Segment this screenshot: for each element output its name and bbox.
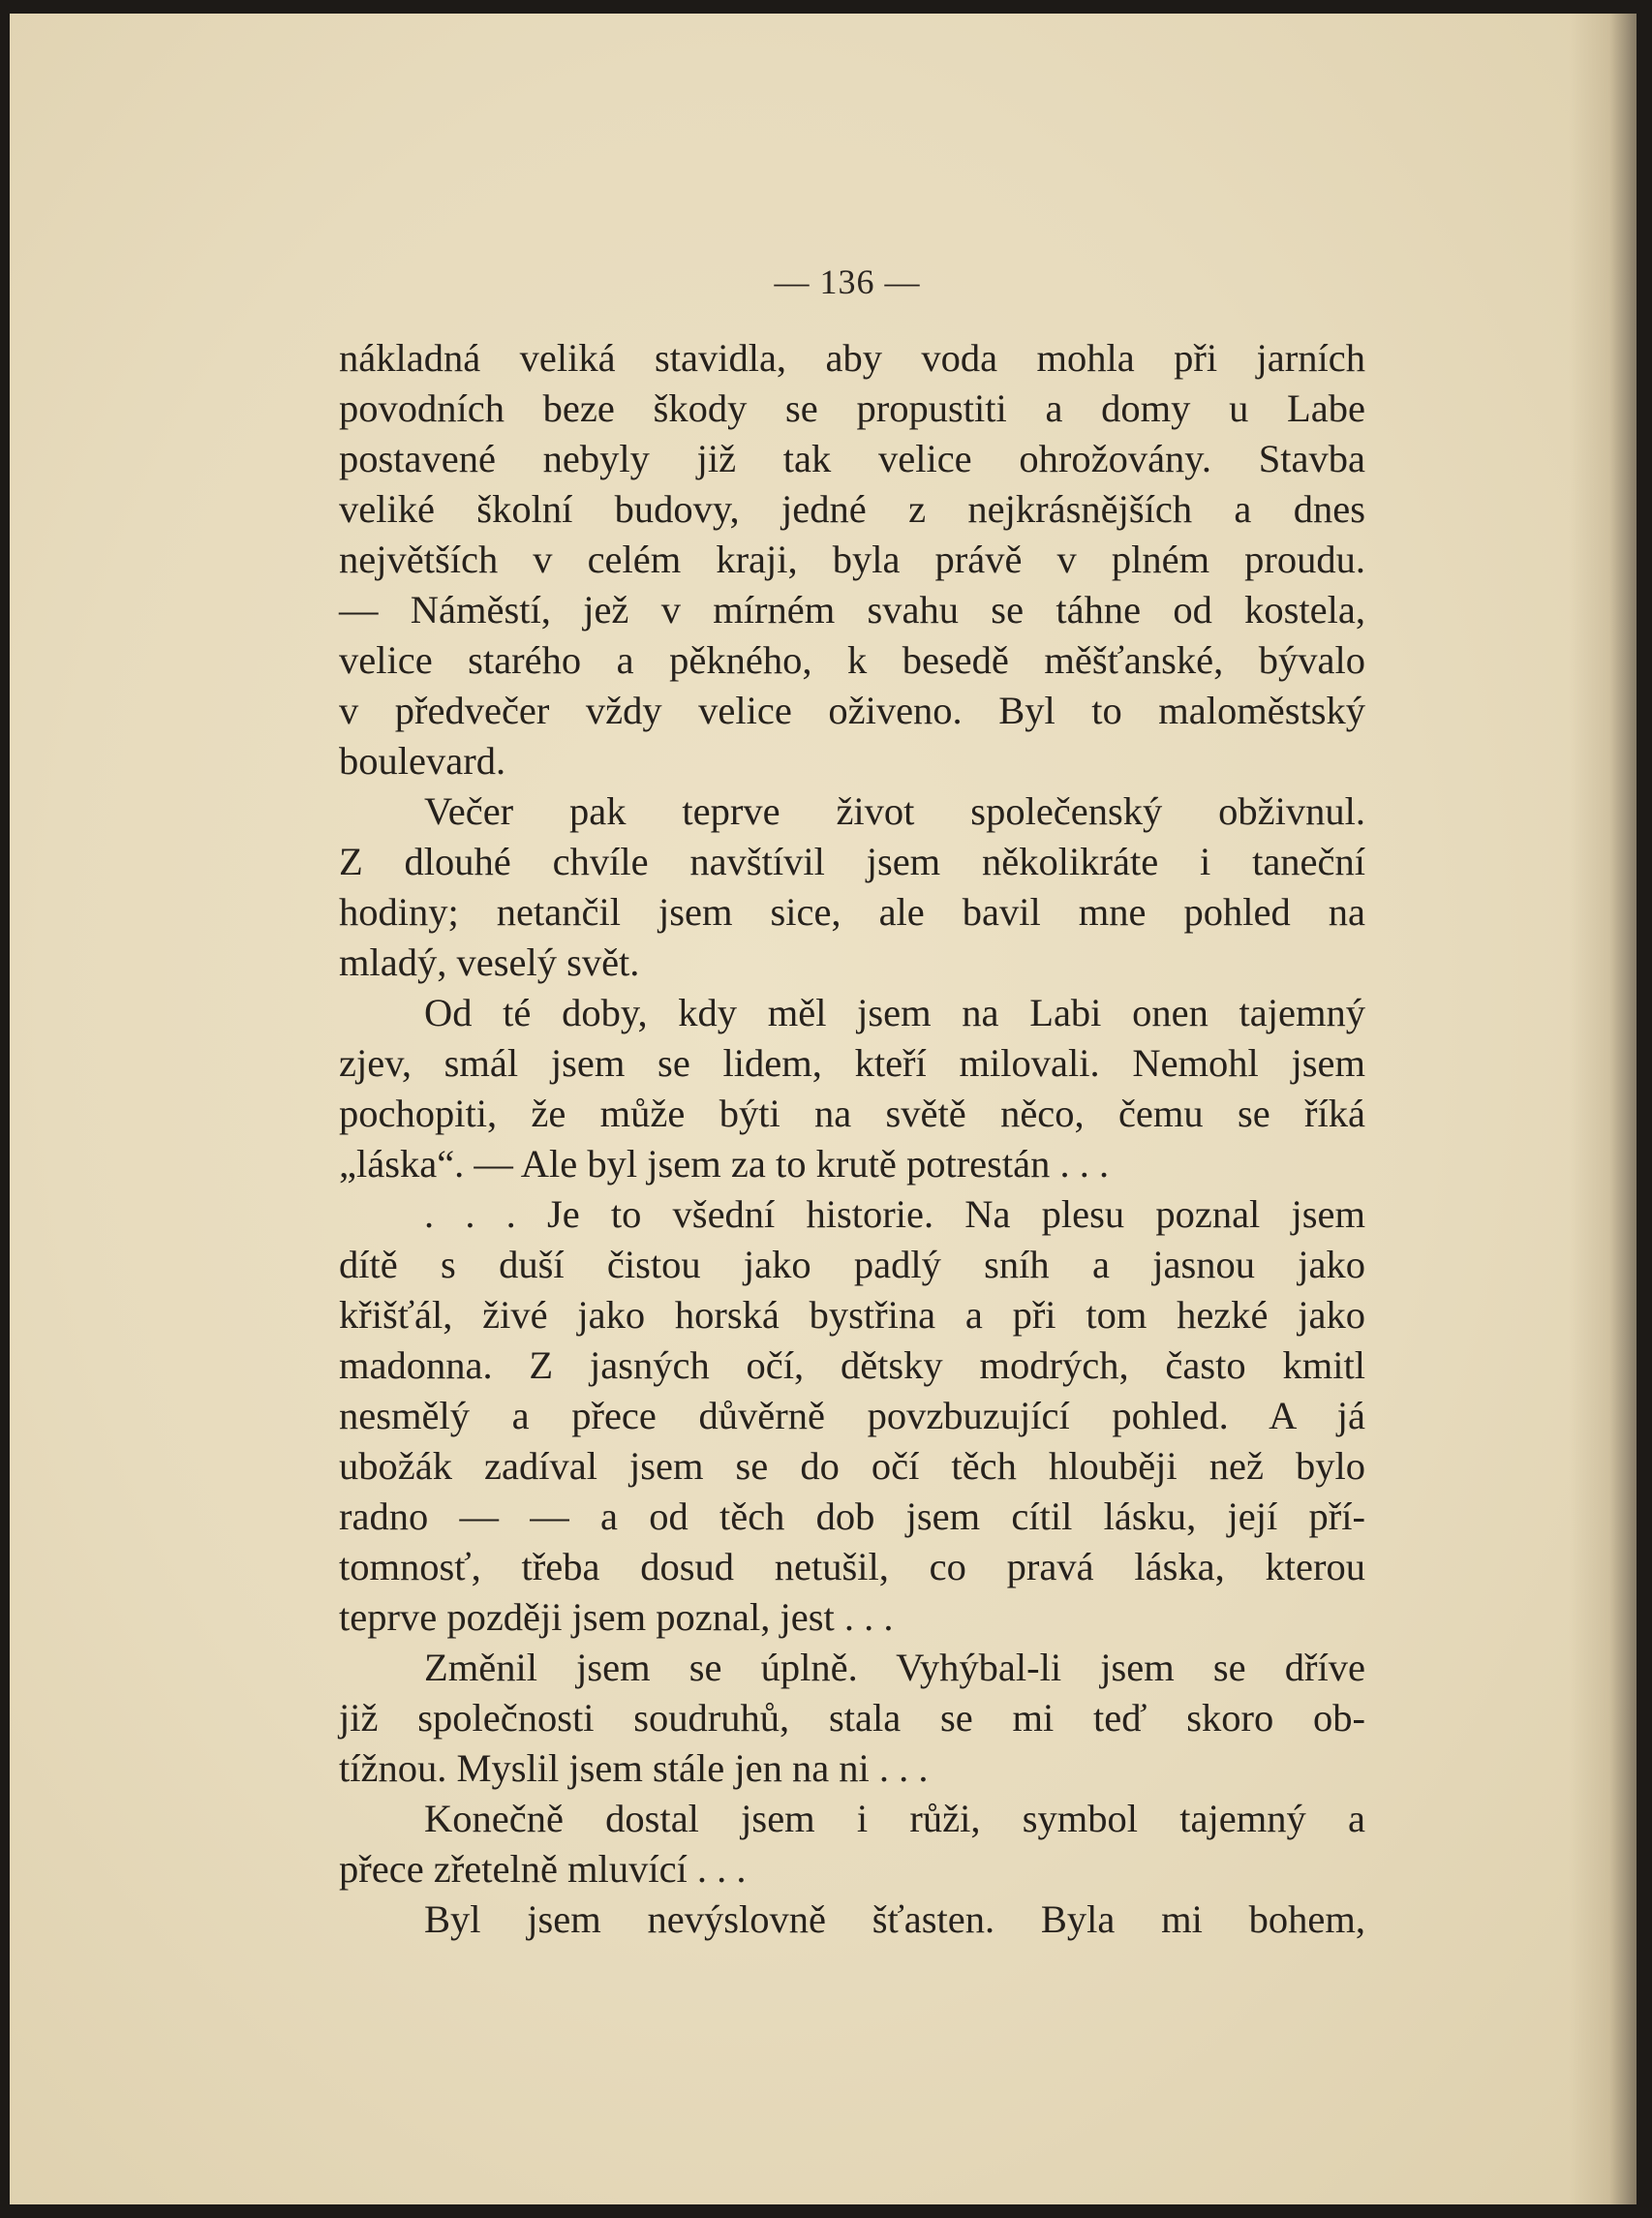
text-line: . . . Je to všední historie. Na plesu poznal jsem [424,1192,1365,1236]
text-line: křišťál, živé jako horská bystřina a při tom hezké jako [339,1293,1365,1337]
text-line: hodiny; netančil jsem sice, ale bavil mne pohled na [339,890,1365,934]
text-line: nesmělý a přece důvěrně povzbuzující pohled. A já [339,1394,1365,1437]
text-line: boulevard. [339,739,506,783]
text-line: povodních beze škody se propustiti a domy u Labe [339,386,1365,430]
text-line: již společnosti soudruhů, stala se mi teď skoro ob- [339,1696,1365,1740]
text-line: ubožák zadíval jsem se do očí těch hlouběji než bylo [339,1444,1365,1488]
text-line: Večer pak teprve život společenský obživnul. [424,789,1365,833]
text-line: velice starého a pěkného, k besedě měšťanské, bývalo [339,638,1365,682]
paragraph [339,786,1365,988]
paragraph [339,1643,1365,1794]
page-spine-shadow [1569,14,1637,2204]
paragraph [339,988,1365,1189]
page-number: — 136 — [774,262,921,301]
text-line: v předvečer vždy velice oživeno. Byl to maloměstský [339,689,1365,732]
paragraph [339,1895,1365,1945]
text-line: zjev, smál jsem se lidem, kteří milovali. Nemohl jsem [339,1041,1365,1085]
text-line: veliké školní budovy, jedné z nejkrásnějších a dnes [339,487,1365,531]
text-line: přece zřetelně mluvící . . . [339,1847,747,1891]
text-line: největších v celém kraji, byla právě v plném proudu. [339,538,1365,581]
text-line: radno — — a od těch dob jsem cítil lásku, její pří- [339,1494,1365,1538]
text-line: Od té doby, kdy měl jsem na Labi onen tajemný [424,991,1365,1034]
text-line: madonna. Z jasných očí, dětsky modrých, často kmitl [339,1343,1365,1387]
text-line: — Náměstí, jež v mírném svahu se táhne od kostela, [339,588,1365,632]
text-line: Z dlouhé chvíle navštívil jsem několikráte i taneční [339,840,1365,883]
text-line: tomnosť, třeba dosud netušil, co pravá láska, kterou [339,1545,1365,1588]
paragraph [339,1794,1365,1895]
body-text [339,333,1365,1945]
text-line: nákladná veliká stavidla, aby voda mohla při jarních [339,336,1365,380]
text-line: dítě s duší čistou jako padlý sníh a jasnou jako [339,1243,1365,1286]
book-page [10,14,1637,2204]
text-line: teprve později jsem poznal, jest . . . [339,1595,894,1639]
text-line: mladý, veselý svět. [339,940,640,984]
text-line: tížnou. Myslil jsem stále jen na ni . . . [339,1746,929,1790]
text-line: postavené nebyly již tak velice ohrožovány. Stavba [339,437,1365,480]
paragraph [339,333,1365,786]
paragraph [339,1189,1365,1643]
text-line: Změnil jsem se úplně. Vyhýbal-li jsem se dříve [424,1646,1365,1689]
text-line: Byl jsem nevýslovně šťasten. Byla mi bohem, [424,1897,1365,1941]
text-line: pochopiti, že může býti na světě něco, čemu se říká [339,1092,1365,1135]
text-line: Konečně dostal jsem i růži, symbol tajemný a [424,1797,1365,1840]
text-line: „láska“. — Ale byl jsem za to krutě potrestán . . . [339,1142,1110,1186]
